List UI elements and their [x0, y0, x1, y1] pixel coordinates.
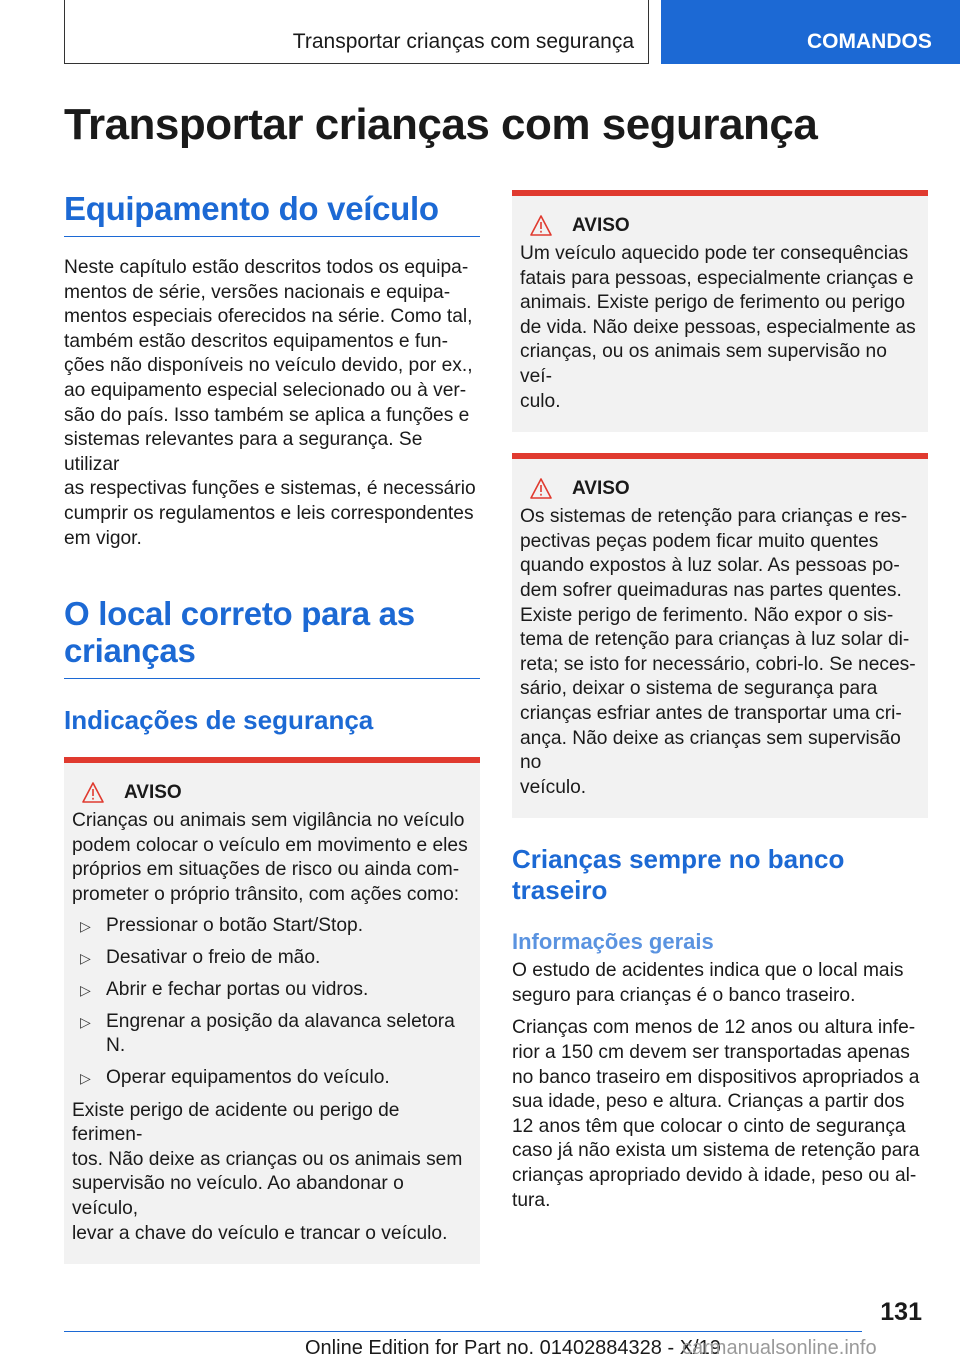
- triangle-right-icon: ▷: [80, 949, 91, 966]
- text-line: Os sistemas de retenção para crianças e res-: [520, 506, 908, 528]
- header-title: Transportar crianças com segurança: [292, 30, 634, 53]
- warning-label: AVISO: [572, 478, 630, 500]
- heading-line: traseiro: [512, 875, 608, 906]
- triangle-right-icon: ▷: [80, 917, 91, 934]
- text-line: fatais para pessoas, especialmente crianças e: [520, 267, 914, 289]
- warning-label: AVISO: [572, 215, 630, 236]
- subheading-indicacoes: Indicações de segurança: [64, 705, 374, 736]
- warning-triangle-icon: [530, 214, 564, 238]
- equipamento-paragraph: [64, 256, 480, 551]
- text-line: O estudo de acidentes indica que o local mais: [512, 960, 904, 982]
- warning-outro: [72, 1099, 472, 1247]
- text-line: supervisão no veículo. Ao abandonar o veículo,: [72, 1173, 404, 1219]
- text-line: Existe perigo de ferimento. Não expor o sis-: [520, 604, 894, 626]
- list-item: ▷ Operar equipamentos do veículo.: [72, 1066, 472, 1091]
- text-line: mentos especiais oferecidos na série. Como tal,: [64, 306, 473, 328]
- section-heading-local: [64, 595, 480, 679]
- list-item: ▷ Abrir e fechar portas ou vidros.: [72, 978, 472, 1003]
- text-line: sário, deixar o sistema de segurança para: [520, 678, 878, 700]
- text-line: crianças esfriar antes de transportar uma cri-: [520, 702, 902, 724]
- warning-text: [520, 242, 920, 414]
- text-line: ções não disponíveis no veículo devido, por ex.,: [64, 355, 473, 377]
- text-line: de vida. Não deixe pessoas, especialmente as: [520, 316, 916, 338]
- warning-header: [520, 214, 920, 238]
- text-line: são do país. Isso também se aplica a funções e: [64, 404, 470, 426]
- text-line: Crianças ou animais sem vigilância no veículo: [72, 810, 465, 832]
- section-heading-banco: [512, 844, 928, 906]
- warning-header: [520, 477, 920, 501]
- text-line: culo.: [520, 390, 561, 412]
- text-line: dem sofrer queimaduras nas partes quentes.: [520, 579, 902, 601]
- text-line: Existe perigo de acidente ou perigo de ferimen-: [72, 1099, 400, 1146]
- text-line: cumprir os regulamentos e leis correspondentes: [64, 502, 474, 524]
- subheading-informacoes: Informações gerais: [512, 929, 714, 955]
- text-line: no banco traseiro em dispositivos apropriados a: [512, 1066, 920, 1088]
- section-heading-equipamento: Equipamento do veículo: [64, 190, 480, 237]
- text-line: quando expostos à luz solar. As pessoas po-: [520, 555, 900, 577]
- banco-paragraph-1: [512, 959, 928, 1008]
- text-line: as respectivas funções e sistemas, é necessário: [64, 478, 476, 500]
- text-line: reta; se isto for necessário, cobri-lo. Se neces-: [520, 653, 916, 675]
- text-line: Um veículo aquecido pode ter consequências: [520, 243, 909, 264]
- triangle-right-icon: ▷: [80, 1013, 91, 1030]
- text-line: Neste capítulo estão descritos todos os equipa-: [64, 257, 469, 278]
- warning-triangle-icon: [82, 781, 116, 805]
- text-line: crianças, ou os animais sem supervisão no veí-: [520, 341, 887, 387]
- text-line: veículo.: [520, 776, 587, 798]
- warning-triangle-icon: [530, 477, 564, 501]
- header-section-tab: [661, 0, 960, 64]
- text-line: tura.: [512, 1189, 551, 1211]
- list-item: ▷ Pressionar o botão Start/Stop.: [72, 914, 472, 939]
- text-line: ança. Não deixe as crianças sem supervisão no: [520, 727, 901, 774]
- page-title: Transportar crianças com segurança: [64, 100, 818, 149]
- text-line: ao equipamento especial selecionado ou à ver-: [64, 379, 467, 401]
- right-column: [512, 190, 928, 1213]
- text-line: prometer o próprio trânsito, com ações como:: [72, 883, 460, 905]
- text-line: crianças apropriado devido à idade, peso ou al-: [512, 1165, 917, 1187]
- text-line: levar a chave do veículo e trancar o veículo.: [72, 1222, 448, 1244]
- warning-box: [64, 757, 480, 1264]
- warning-intro: [72, 809, 472, 907]
- triangle-right-icon: ▷: [80, 981, 91, 998]
- text-line: pectivas peças podem ficar muito quentes: [520, 530, 879, 552]
- text-line: rior a 150 cm devem ser transportadas apenas: [512, 1042, 910, 1064]
- banco-paragraph-2: [512, 1016, 928, 1213]
- warning-header: [72, 781, 472, 805]
- page-number: 131: [880, 1298, 922, 1326]
- text-line: 12 anos têm que colocar o cinto de segurança: [512, 1115, 906, 1137]
- text-line: sua idade, peso e altura. Crianças a partir dos: [512, 1091, 905, 1113]
- text-line: animais. Existe perigo de ferimento ou perigo: [520, 292, 906, 314]
- heading-line: O local correto para as: [64, 595, 415, 633]
- text-line: Crianças com menos de 12 anos ou altura infe-: [512, 1017, 916, 1039]
- text-line: próprios em situações de risco ou ainda com-: [72, 859, 460, 881]
- text-line: podem colocar o veículo em movimento e eles: [72, 834, 468, 856]
- warning-box: [512, 453, 928, 818]
- warning-label: AVISO: [124, 782, 182, 804]
- text-line: sistemas relevantes para a segurança. Se utilizar: [64, 429, 423, 475]
- list-item: ▷ Engrenar a posição da alavanca seletora N.: [80, 1010, 455, 1057]
- header-section-label: COMANDOS: [807, 30, 932, 53]
- text-line: seguro para crianças é o banco traseiro.: [512, 984, 856, 1006]
- bullet-list: [72, 914, 472, 1092]
- heading-line: crianças: [64, 632, 196, 670]
- text-line: mentos de série, versões nacionais e equipa-: [64, 281, 451, 303]
- list-item: ▷ Desativar o freio de mão.: [72, 946, 472, 971]
- text-line: em vigor.: [64, 527, 142, 549]
- text-line: também estão descritos equipamentos e fun-: [64, 330, 448, 352]
- text-line: tema de retenção para crianças à luz solar di-: [520, 629, 910, 651]
- warning-box: [512, 190, 928, 432]
- header-title-box: [64, 0, 649, 64]
- watermark: carmanualsonline.info: [682, 1337, 877, 1359]
- triangle-right-icon: ▷: [80, 1070, 91, 1087]
- text-line: caso já não exista um sistema de retenção para: [512, 1140, 920, 1162]
- warning-text: [520, 505, 920, 800]
- left-column: [64, 190, 480, 1264]
- footer-edition: Online Edition for Part no. 01402884328 - X/19: [305, 1337, 721, 1359]
- text-line: tos. Não deixe as crianças ou os animais sem: [72, 1148, 463, 1170]
- footer-divider: [64, 1331, 862, 1332]
- heading-line: Crianças sempre no banco: [512, 844, 845, 875]
